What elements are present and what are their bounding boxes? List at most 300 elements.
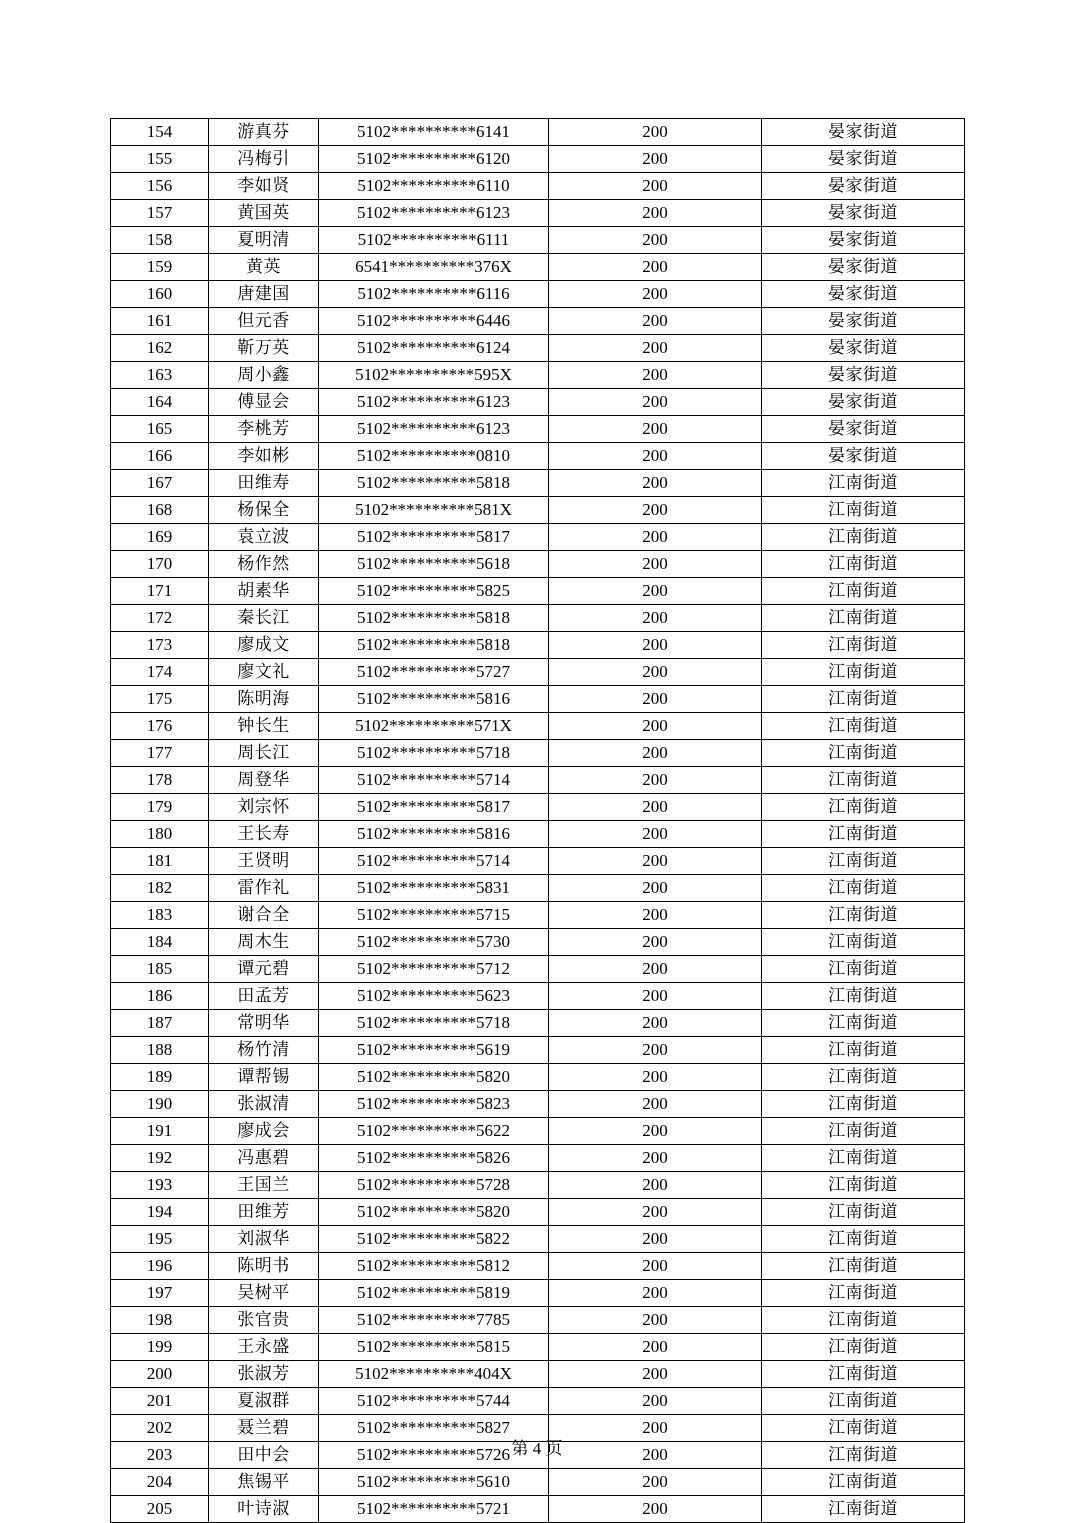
row-area: 江南街道 [762,1226,965,1253]
row-id-number: 6541**********376X [319,254,549,281]
row-amount: 200 [549,173,762,200]
row-name: 周登华 [209,767,319,794]
row-name: 田孟芳 [209,983,319,1010]
row-name: 黄国英 [209,200,319,227]
row-index: 163 [111,362,209,389]
row-id-number: 5102**********6141 [319,119,549,146]
row-area: 晏家街道 [762,146,965,173]
row-area: 江南街道 [762,983,965,1010]
table-row [111,389,965,416]
table-row [111,416,965,443]
row-name: 靳万英 [209,335,319,362]
row-name: 夏明清 [209,227,319,254]
recipient-table [110,118,965,1523]
table-row [111,740,965,767]
row-name: 田中会 [209,1442,319,1469]
row-area: 江南街道 [762,1388,965,1415]
row-name: 胡素华 [209,578,319,605]
row-name: 聂兰碧 [209,1415,319,1442]
row-amount: 200 [549,1226,762,1253]
row-id-number: 5102**********581X [319,497,549,524]
table-row [111,686,965,713]
row-index: 193 [111,1172,209,1199]
row-area: 晏家街道 [762,227,965,254]
row-amount: 200 [549,497,762,524]
row-index: 173 [111,632,209,659]
row-index: 174 [111,659,209,686]
row-area: 江南街道 [762,1172,965,1199]
row-amount: 200 [549,119,762,146]
row-amount: 200 [549,1010,762,1037]
row-id-number: 5102**********5718 [319,1010,549,1037]
row-id-number: 5102**********6123 [319,416,549,443]
table-row [111,1064,965,1091]
row-id-number: 5102**********5812 [319,1253,549,1280]
row-index: 182 [111,875,209,902]
row-id-number: 5102**********6124 [319,335,549,362]
row-name: 刘淑华 [209,1226,319,1253]
row-name: 陈明海 [209,686,319,713]
row-amount: 200 [549,1118,762,1145]
row-name: 廖文礼 [209,659,319,686]
row-index: 159 [111,254,209,281]
row-id-number: 5102**********5818 [319,470,549,497]
row-area: 江南街道 [762,1334,965,1361]
row-index: 192 [111,1145,209,1172]
row-amount: 200 [549,227,762,254]
row-id-number: 5102**********6111 [319,227,549,254]
row-name: 谢合全 [209,902,319,929]
table-row [111,1145,965,1172]
row-name: 周木生 [209,929,319,956]
row-index: 200 [111,1361,209,1388]
row-amount: 200 [549,902,762,929]
table-row [111,443,965,470]
table-row [111,605,965,632]
row-area: 江南街道 [762,470,965,497]
row-index: 165 [111,416,209,443]
table-row [111,1334,965,1361]
row-index: 181 [111,848,209,875]
row-index: 167 [111,470,209,497]
row-amount: 200 [549,1091,762,1118]
row-area: 江南街道 [762,956,965,983]
row-area: 江南街道 [762,578,965,605]
row-index: 170 [111,551,209,578]
table-row [111,1469,965,1496]
row-index: 203 [111,1442,209,1469]
table-row [111,227,965,254]
row-index: 160 [111,281,209,308]
row-area: 江南街道 [762,1091,965,1118]
row-name: 杨保全 [209,497,319,524]
table-row [111,497,965,524]
table-row [111,821,965,848]
row-id-number: 5102**********5618 [319,551,549,578]
row-amount: 200 [549,1037,762,1064]
row-amount: 200 [549,1307,762,1334]
row-name: 田维芳 [209,1199,319,1226]
row-area: 江南街道 [762,1145,965,1172]
row-amount: 200 [549,1361,762,1388]
row-index: 191 [111,1118,209,1145]
row-id-number: 5102**********5730 [319,929,549,956]
row-id-number: 5102**********5820 [319,1199,549,1226]
row-amount: 200 [549,335,762,362]
row-id-number: 5102**********5818 [319,632,549,659]
table-row [111,713,965,740]
row-index: 204 [111,1469,209,1496]
row-index: 196 [111,1253,209,1280]
row-name: 王永盛 [209,1334,319,1361]
row-index: 188 [111,1037,209,1064]
row-name: 周长江 [209,740,319,767]
row-amount: 200 [549,848,762,875]
row-area: 晏家街道 [762,416,965,443]
table-row [111,146,965,173]
row-amount: 200 [549,1415,762,1442]
row-id-number: 5102**********5714 [319,767,549,794]
row-area: 晏家街道 [762,173,965,200]
row-amount: 200 [549,578,762,605]
row-name: 袁立波 [209,524,319,551]
row-name: 张淑芳 [209,1361,319,1388]
row-id-number: 5102**********6123 [319,389,549,416]
row-amount: 200 [549,1199,762,1226]
row-name: 李如贤 [209,173,319,200]
row-amount: 200 [549,929,762,956]
row-area: 晏家街道 [762,443,965,470]
row-index: 199 [111,1334,209,1361]
row-amount: 200 [549,713,762,740]
row-area: 晏家街道 [762,254,965,281]
row-id-number: 5102**********6116 [319,281,549,308]
row-amount: 200 [549,821,762,848]
row-index: 180 [111,821,209,848]
row-name: 黄英 [209,254,319,281]
row-index: 162 [111,335,209,362]
row-index: 155 [111,146,209,173]
row-area: 江南街道 [762,794,965,821]
row-index: 158 [111,227,209,254]
table-row [111,875,965,902]
row-area: 晏家街道 [762,389,965,416]
row-index: 194 [111,1199,209,1226]
row-index: 169 [111,524,209,551]
table-row [111,1199,965,1226]
row-id-number: 5102**********5718 [319,740,549,767]
row-amount: 200 [549,1388,762,1415]
table-row [111,1172,965,1199]
row-index: 168 [111,497,209,524]
row-amount: 200 [549,1172,762,1199]
row-amount: 200 [549,956,762,983]
row-id-number: 5102**********404X [319,1361,549,1388]
row-id-number: 5102**********5623 [319,983,549,1010]
row-area: 晏家街道 [762,362,965,389]
row-area: 江南街道 [762,686,965,713]
row-index: 201 [111,1388,209,1415]
table-row [111,1253,965,1280]
row-index: 175 [111,686,209,713]
row-name: 夏淑群 [209,1388,319,1415]
row-id-number: 5102**********5815 [319,1334,549,1361]
row-name: 杨作然 [209,551,319,578]
table-row [111,281,965,308]
row-area: 江南街道 [762,929,965,956]
row-area: 江南街道 [762,902,965,929]
row-index: 179 [111,794,209,821]
row-amount: 200 [549,389,762,416]
row-name: 唐建国 [209,281,319,308]
table-row [111,335,965,362]
table-row [111,659,965,686]
row-id-number: 5102**********0810 [319,443,549,470]
row-amount: 200 [549,281,762,308]
row-id-number: 5102**********5826 [319,1145,549,1172]
row-area: 江南街道 [762,767,965,794]
row-area: 江南街道 [762,1253,965,1280]
row-id-number: 5102**********5715 [319,902,549,929]
row-id-number: 5102**********5819 [319,1280,549,1307]
row-name: 谭元碧 [209,956,319,983]
row-id-number: 5102**********5816 [319,821,549,848]
row-area: 江南街道 [762,1280,965,1307]
row-id-number: 5102**********5726 [319,1442,549,1469]
table-row [111,1037,965,1064]
row-amount: 200 [549,200,762,227]
row-index: 164 [111,389,209,416]
row-id-number: 5102**********571X [319,713,549,740]
row-index: 186 [111,983,209,1010]
table-row [111,524,965,551]
row-area: 江南街道 [762,1469,965,1496]
row-name: 吴树平 [209,1280,319,1307]
row-area: 江南街道 [762,1118,965,1145]
row-amount: 200 [549,1064,762,1091]
table-row [111,578,965,605]
row-amount: 200 [549,767,762,794]
table-row [111,767,965,794]
row-name: 王长寿 [209,821,319,848]
row-id-number: 5102**********6446 [319,308,549,335]
row-index: 176 [111,713,209,740]
row-id-number: 5102**********5712 [319,956,549,983]
row-id-number: 5102**********5817 [319,794,549,821]
row-amount: 200 [549,416,762,443]
row-index: 198 [111,1307,209,1334]
row-id-number: 5102**********5816 [319,686,549,713]
table-row [111,929,965,956]
row-id-number: 5102**********5822 [319,1226,549,1253]
row-amount: 200 [549,1334,762,1361]
row-area: 江南街道 [762,497,965,524]
row-area: 晏家街道 [762,308,965,335]
row-amount: 200 [549,875,762,902]
table-row [111,632,965,659]
row-name: 廖成文 [209,632,319,659]
row-name: 但元香 [209,308,319,335]
row-area: 江南街道 [762,1307,965,1334]
row-index: 172 [111,605,209,632]
row-name: 刘宗怀 [209,794,319,821]
table-row [111,308,965,335]
row-index: 184 [111,929,209,956]
table-row [111,551,965,578]
row-name: 常明华 [209,1010,319,1037]
row-amount: 200 [549,362,762,389]
row-area: 江南街道 [762,1415,965,1442]
row-id-number: 5102**********5820 [319,1064,549,1091]
row-amount: 200 [549,1442,762,1469]
table-row [111,1496,965,1523]
row-area: 江南街道 [762,821,965,848]
row-id-number: 5102**********5744 [319,1388,549,1415]
row-area: 江南街道 [762,1442,965,1469]
row-amount: 200 [549,1145,762,1172]
row-area: 江南街道 [762,1010,965,1037]
row-area: 江南街道 [762,605,965,632]
row-area: 江南街道 [762,551,965,578]
row-name: 雷作礼 [209,875,319,902]
row-name: 王贤明 [209,848,319,875]
table-row [111,956,965,983]
table-row [111,254,965,281]
row-area: 晏家街道 [762,281,965,308]
row-index: 190 [111,1091,209,1118]
row-id-number: 5102**********5825 [319,578,549,605]
row-amount: 200 [549,1469,762,1496]
row-area: 江南街道 [762,1496,965,1523]
row-index: 177 [111,740,209,767]
row-area: 江南街道 [762,740,965,767]
row-name: 谭帮锡 [209,1064,319,1091]
row-amount: 200 [549,524,762,551]
row-name: 冯惠碧 [209,1145,319,1172]
row-amount: 200 [549,686,762,713]
row-index: 161 [111,308,209,335]
row-name: 张淑清 [209,1091,319,1118]
table-row [111,1361,965,1388]
row-amount: 200 [549,254,762,281]
row-id-number: 5102**********5831 [319,875,549,902]
row-id-number: 5102**********5610 [319,1469,549,1496]
row-index: 178 [111,767,209,794]
row-area: 江南街道 [762,632,965,659]
row-index: 166 [111,443,209,470]
row-area: 江南街道 [762,1064,965,1091]
row-amount: 200 [549,632,762,659]
row-index: 187 [111,1010,209,1037]
row-amount: 200 [549,308,762,335]
row-amount: 200 [549,1280,762,1307]
row-index: 189 [111,1064,209,1091]
row-name: 王国兰 [209,1172,319,1199]
table-row [111,1118,965,1145]
row-name: 李如彬 [209,443,319,470]
row-amount: 200 [549,470,762,497]
row-name: 张官贵 [209,1307,319,1334]
row-index: 171 [111,578,209,605]
row-amount: 200 [549,740,762,767]
row-id-number: 5102**********595X [319,362,549,389]
row-index: 157 [111,200,209,227]
row-name: 游真芬 [209,119,319,146]
table-row [111,848,965,875]
row-amount: 200 [549,1253,762,1280]
row-id-number: 5102**********5817 [319,524,549,551]
row-name: 秦长江 [209,605,319,632]
row-index: 156 [111,173,209,200]
table-row [111,1091,965,1118]
page-footer: 第 4 页 [511,1439,563,1458]
row-name: 傅显会 [209,389,319,416]
row-index: 185 [111,956,209,983]
row-id-number: 5102**********5823 [319,1091,549,1118]
row-amount: 200 [549,443,762,470]
row-name: 廖成会 [209,1118,319,1145]
row-name: 田维寿 [209,470,319,497]
row-amount: 200 [549,605,762,632]
table-row [111,200,965,227]
row-id-number: 5102**********7785 [319,1307,549,1334]
row-id-number: 5102**********6110 [319,173,549,200]
row-area: 晏家街道 [762,335,965,362]
row-area: 江南街道 [762,659,965,686]
row-area: 江南街道 [762,1361,965,1388]
row-index: 197 [111,1280,209,1307]
row-name: 冯梅引 [209,146,319,173]
row-area: 江南街道 [762,875,965,902]
row-id-number: 5102**********5622 [319,1118,549,1145]
row-name: 陈明书 [209,1253,319,1280]
row-index: 205 [111,1496,209,1523]
row-id-number: 5102**********5727 [319,659,549,686]
table-body [111,119,965,1523]
table-row [111,983,965,1010]
row-amount: 200 [549,146,762,173]
row-area: 江南街道 [762,1037,965,1064]
row-index: 183 [111,902,209,929]
table-row [111,119,965,146]
table-row [111,1388,965,1415]
row-area: 江南街道 [762,713,965,740]
table-row [111,470,965,497]
row-id-number: 5102**********6123 [319,200,549,227]
table-row [111,1010,965,1037]
row-amount: 200 [549,983,762,1010]
row-id-number: 5102**********6120 [319,146,549,173]
row-name: 李桃芳 [209,416,319,443]
row-id-number: 5102**********5619 [319,1037,549,1064]
row-amount: 200 [549,551,762,578]
row-id-number: 5102**********5714 [319,848,549,875]
row-amount: 200 [549,659,762,686]
row-name: 叶诗淑 [209,1496,319,1523]
row-amount: 200 [549,794,762,821]
row-area: 晏家街道 [762,200,965,227]
table-row [111,794,965,821]
row-name: 钟长生 [209,713,319,740]
row-area: 江南街道 [762,524,965,551]
row-id-number: 5102**********5721 [319,1496,549,1523]
row-area: 江南街道 [762,1199,965,1226]
row-amount: 200 [549,1496,762,1523]
table-row [111,1280,965,1307]
table-row [111,902,965,929]
row-index: 202 [111,1415,209,1442]
row-name: 焦锡平 [209,1469,319,1496]
